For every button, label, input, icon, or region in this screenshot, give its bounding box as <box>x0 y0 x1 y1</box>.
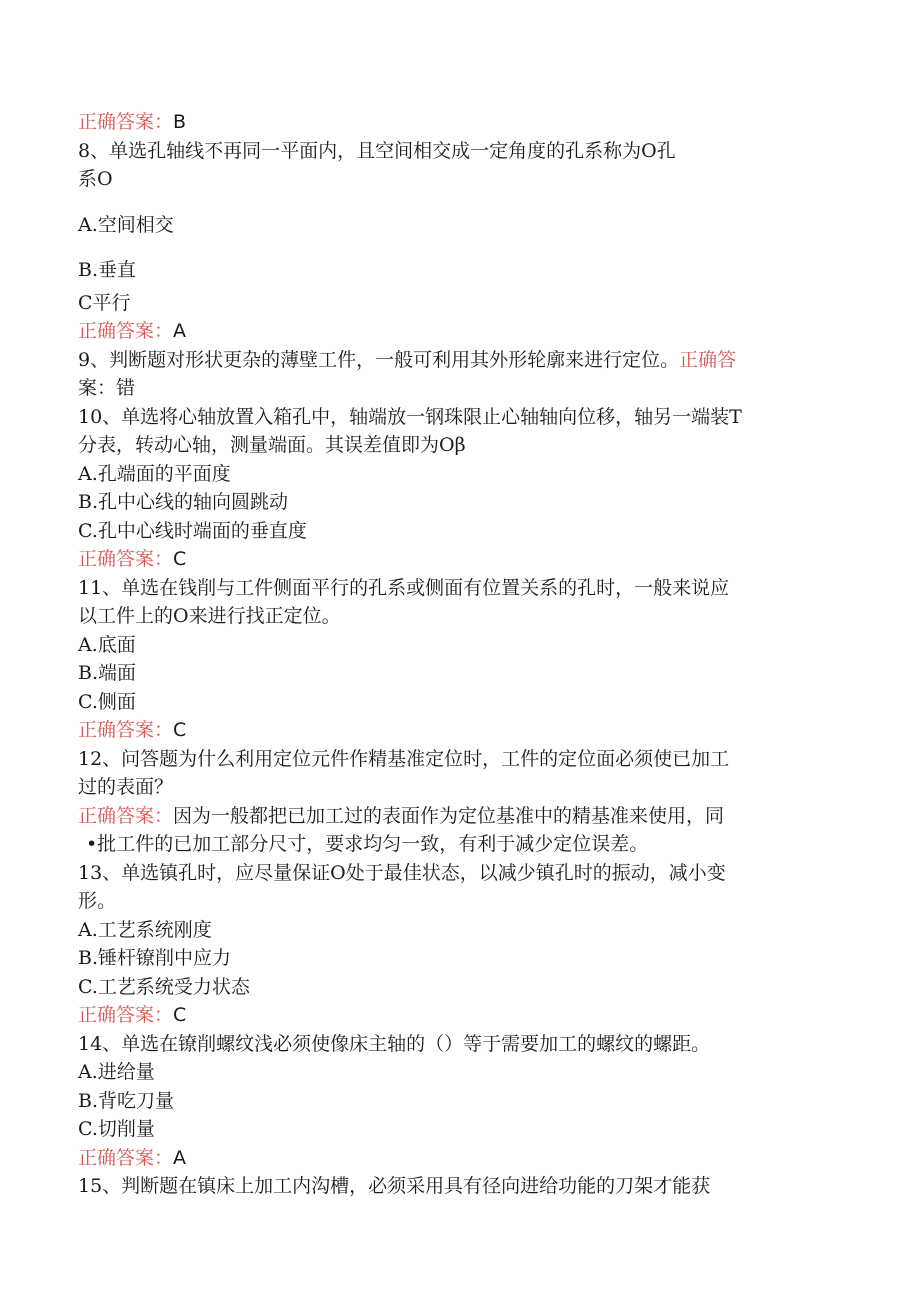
question-8-option-c: C平行 <box>78 291 131 314</box>
question-13-option-c: C.工艺系统受力状态 <box>78 975 250 998</box>
question-13-text-cont: 形。 <box>78 890 117 912</box>
question-10-option-a: A.孔端面的平面度 <box>78 462 231 485</box>
question-10-option-b: B.孔中心线的轴向圆跳动 <box>78 491 289 513</box>
answer-line-9 <box>78 374 838 403</box>
answer-line-8 <box>78 317 838 346</box>
question-11-option-b: B.端面 <box>78 662 137 684</box>
question-8-option-b: B.垂直 <box>78 259 137 281</box>
answer-line-14 <box>78 1144 838 1173</box>
question-12-text-cont: 过的表面？ <box>78 776 174 798</box>
question-13-option-a: A.工艺系统刚度 <box>78 918 212 941</box>
question-8-text: 8、单选孔轴线不再同一平面内，且空间相交成一定角度的孔系称为O孔 <box>78 139 676 162</box>
answer-label-cont: 案： <box>78 377 117 399</box>
question-9-text <box>78 346 838 375</box>
answer-line-7 <box>78 108 838 137</box>
question-11-text: 11、单选在钱削与工件侧面平行的孔系或侧面有位置关系的孔时，一般来说应 <box>78 576 730 599</box>
answer-label: 正确答案： <box>78 320 174 342</box>
answer-text: 因为一般都把已加工过的表面作为定位基准中的精基准来使用，同 <box>173 804 725 827</box>
answer-label: 正确答案： <box>78 1146 174 1169</box>
question-13-text: 13、单选镇孔时，应尽量保证O处于最佳状态，以减少镇孔时的振动，减小变 <box>78 861 726 884</box>
question-10-text-cont: 分表，转动心轴，测量端面。其误差值即为Oβ <box>78 434 466 456</box>
question-10-text: 10、单选将心轴放置入箱孔中，轴端放一钢珠限止心轴轴向位移，轴另一端装T <box>78 405 742 428</box>
question-11-option-c: C.侧面 <box>78 690 136 713</box>
answer-value: A <box>173 1146 187 1169</box>
answer-value: B <box>173 111 187 133</box>
answer-text-cont: •批工件的已加工部分尺寸，要求均匀一致，有利于减少定位误差。 <box>86 833 649 855</box>
answer-value: C <box>173 548 187 570</box>
answer-label: 正确答案： <box>78 111 174 133</box>
question-12-text: 12、问答题为什么利用定位元件作精基准定位时，工件的定位面必须使已加工 <box>78 747 730 770</box>
answer-line-12 <box>78 802 838 831</box>
answer-value: A <box>173 320 187 342</box>
answer-line-13 <box>78 1001 838 1030</box>
question-8-option-a: A.空间相交 <box>78 213 174 236</box>
answer-label: 正确答案： <box>78 548 174 570</box>
question-9-body: 9、判断题对形状更杂的薄壁工件，一般可利用其外形轮廓来进行定位。 <box>78 348 680 371</box>
question-13-option-b: B.锤杆镣削中应力 <box>78 947 232 969</box>
question-14-option-a: A.进给量 <box>78 1061 155 1083</box>
question-list <box>78 108 838 1201</box>
answer-label: 正确答案： <box>78 804 174 827</box>
question-15-text: 15、判断题在镇床上加工内沟槽，必须采用具有径向进给功能的刀架才能获 <box>78 1175 711 1197</box>
answer-line-11 <box>78 716 838 745</box>
answer-value: 错 <box>116 377 136 399</box>
answer-label-inline: 正确答 <box>679 348 737 371</box>
answer-label: 正确答案： <box>78 1004 174 1026</box>
question-11-text-cont: 以工件上的O来进行找正定位。 <box>78 605 341 627</box>
question-11-option-a: A.底面 <box>78 633 136 656</box>
answer-line-10 <box>78 545 838 574</box>
question-14-text: 14、单选在镣削螺纹浅必须使像床主轴的（）等于需要加工的螺纹的螺距。 <box>78 1032 711 1055</box>
answer-value: C <box>173 719 187 741</box>
answer-label: 正确答案： <box>78 719 174 741</box>
question-14-option-b: B.背吃刀量 <box>78 1089 175 1112</box>
question-10-option-c: C.孔中心线时端面的垂直度 <box>78 519 307 542</box>
question-8-text-cont: 系O <box>78 168 113 190</box>
answer-value: C <box>173 1004 187 1026</box>
question-14-option-c: C.切削量 <box>78 1118 155 1140</box>
